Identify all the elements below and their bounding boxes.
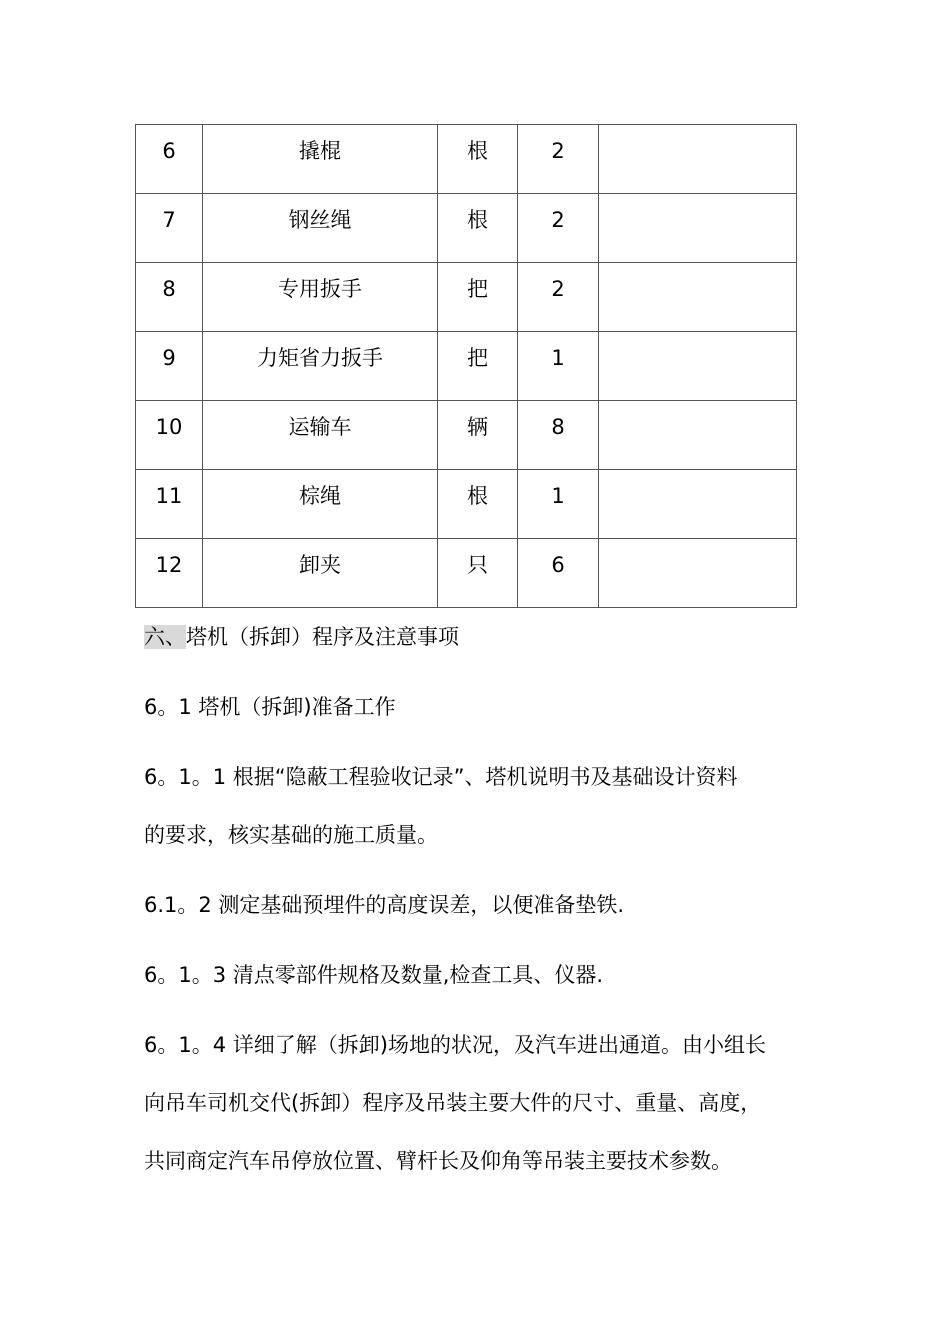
row-number: 6 <box>162 139 176 163</box>
paragraph-6-1-4-line-1: 6。1。4 详细了解（拆卸)场地的状况，及汽车进出通道。由小组长 <box>144 1033 766 1057</box>
remark-cell <box>599 539 797 608</box>
sub-heading: 6。1 塔机（拆卸)准备工作 <box>144 695 396 719</box>
unit-cell <box>438 332 518 401</box>
tool-name: 运输车 <box>288 415 352 439</box>
table-row <box>136 401 797 470</box>
remark <box>599 194 796 208</box>
unit-cell <box>438 125 518 194</box>
quantity-cell <box>518 470 599 539</box>
unit-cell <box>438 194 518 263</box>
remark <box>599 263 796 277</box>
table-row <box>136 125 797 194</box>
remark-cell <box>599 125 797 194</box>
paragraph-6-1-2: 6.1。2 测定基础预埋件的高度误差，以便准备垫铁. <box>144 893 625 917</box>
row-number: 12 <box>155 553 183 577</box>
unit: 辆 <box>467 415 488 439</box>
row-number: 11 <box>155 484 183 508</box>
tool-name: 力矩省力扳手 <box>257 346 383 370</box>
remark-cell <box>599 194 797 263</box>
quantity: 1 <box>551 346 565 370</box>
unit-cell <box>438 263 518 332</box>
row-number: 9 <box>162 346 176 370</box>
remark <box>599 539 796 553</box>
unit: 根 <box>467 139 488 163</box>
tool-name-cell <box>203 194 438 263</box>
tool-name-cell <box>203 470 438 539</box>
quantity-cell <box>518 401 599 470</box>
tool-name: 专用扳手 <box>278 277 362 301</box>
quantity-cell <box>518 539 599 608</box>
unit: 把 <box>467 346 488 370</box>
tool-name-cell <box>203 332 438 401</box>
quantity: 1 <box>551 484 565 508</box>
quantity: 2 <box>551 139 565 163</box>
tools-table <box>135 124 797 608</box>
row-number-cell <box>136 263 203 332</box>
quantity: 2 <box>551 208 565 232</box>
quantity: 8 <box>551 415 565 439</box>
row-number-cell <box>136 401 203 470</box>
table-row <box>136 194 797 263</box>
table-row <box>136 332 797 401</box>
unit: 根 <box>467 484 488 508</box>
tool-name: 撬棍 <box>299 139 341 163</box>
unit-cell <box>438 539 518 608</box>
row-number: 7 <box>162 208 176 232</box>
row-number: 8 <box>162 277 176 301</box>
remark-cell <box>599 263 797 332</box>
unit: 只 <box>467 553 488 577</box>
quantity-cell <box>518 332 599 401</box>
paragraph-6-1-4-line-3: 共同商定汽车吊停放位置、臂杆长及仰角等吊装主要技术参数。 <box>144 1149 732 1173</box>
tool-name: 卸夹 <box>299 553 341 577</box>
remark-cell <box>599 470 797 539</box>
paragraph-6-1-1-line-2: 的要求，核实基础的施工质量。 <box>144 823 438 847</box>
section-heading <box>144 623 459 651</box>
table-row <box>136 470 797 539</box>
remark <box>599 332 796 346</box>
table-row <box>136 539 797 608</box>
paragraph-6-1-4-line-2: 向吊车司机交代(拆卸）程序及吊装主要大件的尺寸、重量、高度， <box>144 1091 762 1115</box>
tools-table-body <box>136 125 797 608</box>
unit-cell <box>438 470 518 539</box>
paragraph-6-1-1-line-1: 6。1。1 根据“隐蔽工程验收记录”、塔机说明书及基础设计资料 <box>144 765 738 789</box>
tool-name-cell <box>203 401 438 470</box>
remark <box>599 470 796 484</box>
row-number-cell <box>136 332 203 401</box>
row-number-cell <box>136 194 203 263</box>
remark-cell <box>599 332 797 401</box>
unit: 根 <box>467 208 488 232</box>
quantity: 6 <box>551 553 565 577</box>
section-heading-text: 塔机（拆卸）程序及注意事项 <box>186 625 459 649</box>
remark <box>599 125 796 139</box>
tool-name-cell <box>203 125 438 194</box>
quantity-cell <box>518 194 599 263</box>
paragraph-6-1-3: 6。1。3 清点零部件规格及数量,检查工具、仪器. <box>144 963 604 987</box>
quantity-cell <box>518 263 599 332</box>
remark-cell <box>599 401 797 470</box>
unit-cell <box>438 401 518 470</box>
remark <box>599 401 796 415</box>
tool-name: 钢丝绳 <box>288 208 352 232</box>
quantity-cell <box>518 125 599 194</box>
row-number-cell <box>136 539 203 608</box>
tool-name-cell <box>203 263 438 332</box>
row-number: 10 <box>155 415 183 439</box>
row-number-cell <box>136 470 203 539</box>
table-row <box>136 263 797 332</box>
tool-name: 棕绳 <box>299 484 341 508</box>
unit: 把 <box>467 277 488 301</box>
section-heading-number: 六、 <box>144 625 186 649</box>
quantity: 2 <box>551 277 565 301</box>
tool-name-cell <box>203 539 438 608</box>
row-number-cell <box>136 125 203 194</box>
